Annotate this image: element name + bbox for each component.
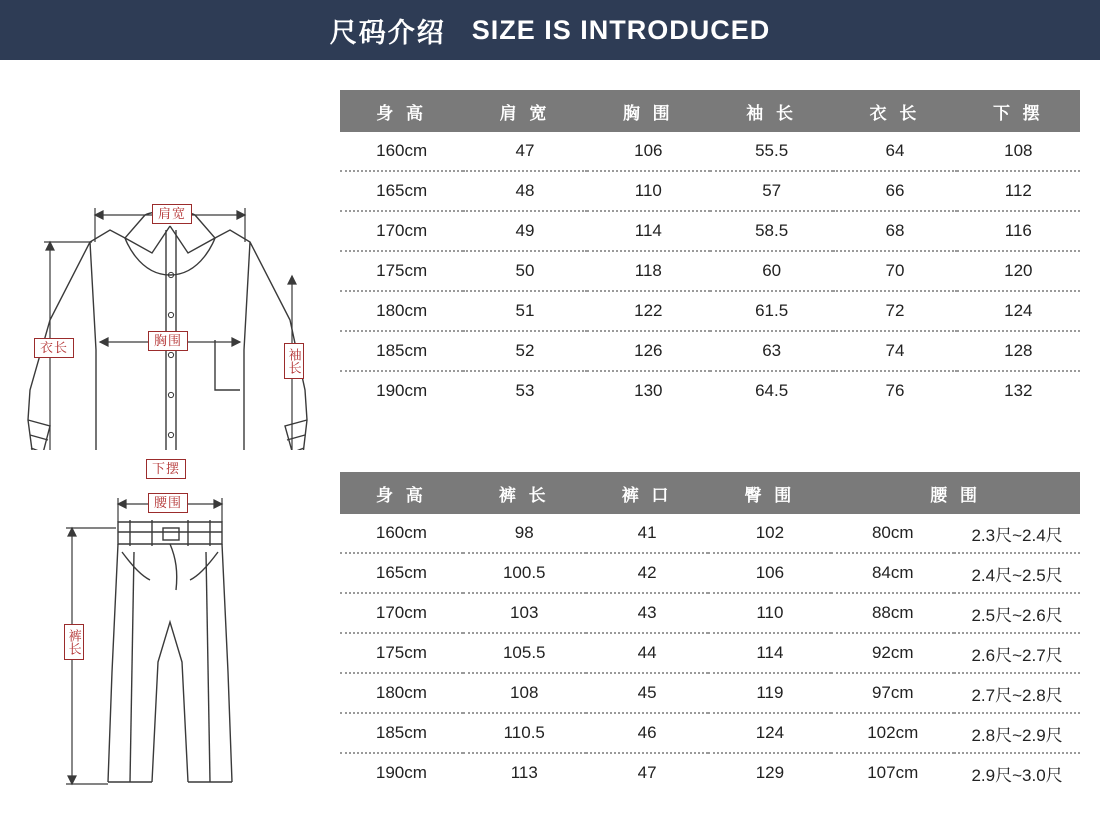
shirt-illustration bbox=[0, 90, 340, 450]
cell-chest: 130 bbox=[587, 371, 710, 410]
cell-pant-opening: 43 bbox=[586, 593, 709, 633]
cell-waist-chi: 2.6尺~2.7尺 bbox=[954, 633, 1080, 673]
cell-pant-length: 100.5 bbox=[463, 553, 586, 593]
cell-sleeve: 60 bbox=[710, 251, 833, 291]
table-row bbox=[340, 132, 1080, 171]
cell-hip: 119 bbox=[708, 673, 831, 713]
cell-shoulder: 53 bbox=[463, 371, 586, 410]
cell-height: 165cm bbox=[340, 553, 463, 593]
cell-hem: 108 bbox=[957, 132, 1080, 171]
cell-shoulder: 52 bbox=[463, 331, 586, 371]
cell-height: 180cm bbox=[340, 673, 463, 713]
cell-sleeve: 55.5 bbox=[710, 132, 833, 171]
table-row bbox=[340, 171, 1080, 211]
cell-length: 74 bbox=[833, 331, 956, 371]
cell-chest: 126 bbox=[587, 331, 710, 371]
label-pant-length: 裤长 bbox=[64, 624, 84, 660]
cell-chest: 114 bbox=[587, 211, 710, 251]
table-row bbox=[340, 371, 1080, 410]
col-header-sleeve: 袖 长 bbox=[710, 90, 833, 132]
cell-height: 180cm bbox=[340, 291, 463, 331]
cell-height: 190cm bbox=[340, 371, 463, 410]
col-header-chest: 胸 围 bbox=[587, 90, 710, 132]
cell-waist-chi: 2.3尺~2.4尺 bbox=[954, 514, 1080, 553]
shirt-size-table bbox=[340, 90, 1080, 410]
col-header-hip: 臀 围 bbox=[708, 472, 831, 514]
cell-pant-length: 98 bbox=[463, 514, 586, 553]
label-sleeve-length: 袖长 bbox=[284, 343, 304, 379]
cell-waist-chi: 2.9尺~3.0尺 bbox=[954, 753, 1080, 792]
cell-hip: 102 bbox=[708, 514, 831, 553]
label-waist: 腰围 bbox=[148, 493, 188, 513]
table-row bbox=[340, 514, 1080, 553]
cell-height: 185cm bbox=[340, 713, 463, 753]
cell-length: 70 bbox=[833, 251, 956, 291]
col-header-hem: 下 摆 bbox=[957, 90, 1080, 132]
table-row bbox=[340, 753, 1080, 792]
table-row bbox=[340, 673, 1080, 713]
cell-chest: 110 bbox=[587, 171, 710, 211]
cell-height: 170cm bbox=[340, 211, 463, 251]
cell-hem: 116 bbox=[957, 211, 1080, 251]
cell-height: 160cm bbox=[340, 514, 463, 553]
cell-length: 64 bbox=[833, 132, 956, 171]
cell-hip: 114 bbox=[708, 633, 831, 673]
cell-waist-cm: 80cm bbox=[831, 514, 954, 553]
cell-pant-opening: 41 bbox=[586, 514, 709, 553]
pants-figure bbox=[0, 472, 340, 812]
cell-shoulder: 50 bbox=[463, 251, 586, 291]
cell-sleeve: 61.5 bbox=[710, 291, 833, 331]
table-row bbox=[340, 251, 1080, 291]
pants-size-table bbox=[340, 472, 1080, 792]
cell-pant-opening: 46 bbox=[586, 713, 709, 753]
cell-hem: 124 bbox=[957, 291, 1080, 331]
table-row bbox=[340, 211, 1080, 251]
label-shoulder-width: 肩宽 bbox=[152, 204, 192, 224]
cell-waist-cm: 92cm bbox=[831, 633, 954, 673]
cell-hip: 106 bbox=[708, 553, 831, 593]
cell-shoulder: 47 bbox=[463, 132, 586, 171]
cell-height: 165cm bbox=[340, 171, 463, 211]
cell-height: 175cm bbox=[340, 251, 463, 291]
table-row bbox=[340, 593, 1080, 633]
cell-height: 160cm bbox=[340, 132, 463, 171]
cell-height: 185cm bbox=[340, 331, 463, 371]
col-header-shoulder: 肩 宽 bbox=[463, 90, 586, 132]
table-row bbox=[340, 331, 1080, 371]
cell-waist-chi: 2.7尺~2.8尺 bbox=[954, 673, 1080, 713]
table-row bbox=[340, 633, 1080, 673]
shirt-figure bbox=[0, 90, 340, 476]
label-clothing-length: 衣长 bbox=[34, 338, 74, 358]
cell-sleeve: 63 bbox=[710, 331, 833, 371]
cell-waist-cm: 102cm bbox=[831, 713, 954, 753]
col-header-pant-opening: 裤 口 bbox=[586, 472, 709, 514]
page-title-en: SIZE IS INTRODUCED bbox=[471, 14, 771, 45]
table-row bbox=[340, 291, 1080, 331]
cell-hip: 129 bbox=[708, 753, 831, 792]
cell-chest: 122 bbox=[587, 291, 710, 331]
cell-hem: 128 bbox=[957, 331, 1080, 371]
col-header-height: 身 高 bbox=[340, 90, 463, 132]
cell-shoulder: 49 bbox=[463, 211, 586, 251]
cell-pant-opening: 44 bbox=[586, 633, 709, 673]
cell-pant-opening: 42 bbox=[586, 553, 709, 593]
cell-height: 190cm bbox=[340, 753, 463, 792]
cell-height: 175cm bbox=[340, 633, 463, 673]
page-title-cn: 尺码介绍 bbox=[329, 17, 446, 48]
cell-pant-length: 108 bbox=[463, 673, 586, 713]
cell-length: 68 bbox=[833, 211, 956, 251]
cell-hip: 110 bbox=[708, 593, 831, 633]
cell-length: 76 bbox=[833, 371, 956, 410]
label-chest: 胸围 bbox=[148, 331, 188, 351]
cell-waist-chi: 2.8尺~2.9尺 bbox=[954, 713, 1080, 753]
cell-sleeve: 64.5 bbox=[710, 371, 833, 410]
cell-waist-cm: 88cm bbox=[831, 593, 954, 633]
cell-hem: 112 bbox=[957, 171, 1080, 211]
shirt-section bbox=[0, 90, 1100, 476]
col-header-length: 衣 长 bbox=[833, 90, 956, 132]
col-header-waist: 腰 围 bbox=[831, 472, 1080, 514]
cell-shoulder: 48 bbox=[463, 171, 586, 211]
cell-shoulder: 51 bbox=[463, 291, 586, 331]
col-header-pant-length: 裤 长 bbox=[463, 472, 586, 514]
table-row bbox=[340, 553, 1080, 593]
cell-pant-length: 105.5 bbox=[463, 633, 586, 673]
cell-pant-opening: 47 bbox=[586, 753, 709, 792]
cell-pant-length: 113 bbox=[463, 753, 586, 792]
cell-hem: 120 bbox=[957, 251, 1080, 291]
table-header-row bbox=[340, 90, 1080, 132]
cell-pant-length: 103 bbox=[463, 593, 586, 633]
table-header-row bbox=[340, 472, 1080, 514]
cell-hip: 124 bbox=[708, 713, 831, 753]
cell-length: 66 bbox=[833, 171, 956, 211]
cell-length: 72 bbox=[833, 291, 956, 331]
cell-sleeve: 57 bbox=[710, 171, 833, 211]
cell-waist-chi: 2.5尺~2.6尺 bbox=[954, 593, 1080, 633]
table-row bbox=[340, 713, 1080, 753]
cell-waist-chi: 2.4尺~2.5尺 bbox=[954, 553, 1080, 593]
cell-hem: 132 bbox=[957, 371, 1080, 410]
cell-height: 170cm bbox=[340, 593, 463, 633]
pants-size-table-container bbox=[340, 472, 1100, 792]
label-hem: 下摆 bbox=[146, 459, 186, 479]
cell-chest: 106 bbox=[587, 132, 710, 171]
page-header bbox=[0, 0, 1100, 60]
shirt-size-table-container bbox=[340, 90, 1100, 410]
cell-waist-cm: 107cm bbox=[831, 753, 954, 792]
pants-illustration bbox=[0, 472, 340, 812]
col-header-height: 身 高 bbox=[340, 472, 463, 514]
cell-sleeve: 58.5 bbox=[710, 211, 833, 251]
cell-waist-cm: 97cm bbox=[831, 673, 954, 713]
pants-section bbox=[0, 472, 1100, 812]
cell-waist-cm: 84cm bbox=[831, 553, 954, 593]
cell-chest: 118 bbox=[587, 251, 710, 291]
cell-pant-length: 110.5 bbox=[463, 713, 586, 753]
cell-pant-opening: 45 bbox=[586, 673, 709, 713]
